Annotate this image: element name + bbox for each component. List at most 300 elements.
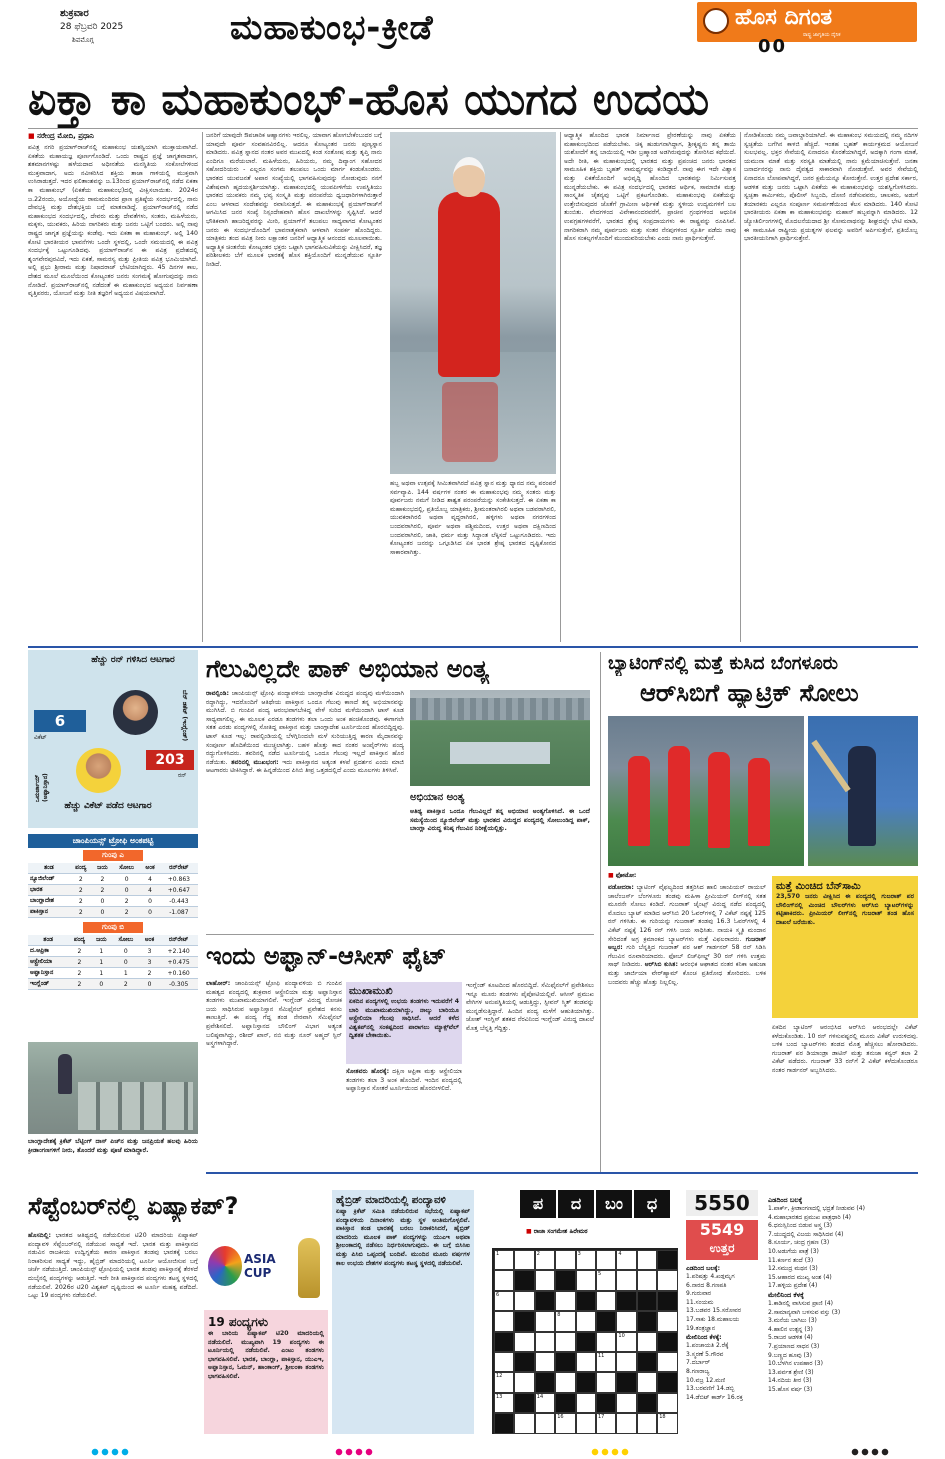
brand-logo-icon: [703, 8, 729, 34]
afg-vs-box: [346, 982, 462, 1064]
section-title: ಮಹಾಕುಂಭ-ಕ್ರೀಡೆ: [230, 8, 434, 48]
wickets-label: ವಿಕೆಟ್: [34, 734, 47, 741]
brand-tagline: ರಾಷ್ಟ್ರ ಜಾಗೃತಿಯ ದೈನಿಕ: [803, 32, 841, 38]
table-cell: 0: [113, 874, 140, 885]
crossword-block: [576, 1372, 596, 1392]
crossword-cell[interactable]: [657, 1393, 677, 1413]
table-header-cell: ಜಯ: [92, 863, 113, 874]
crossword-cell[interactable]: [494, 1270, 514, 1290]
crossword-number: 6: [496, 1291, 500, 1298]
list-item: 17.ಹಳ್ಳಿಯ ಪ್ರದೇಶ (4): [768, 1282, 818, 1290]
byline-marker: ■: [28, 132, 38, 140]
crossword-cell[interactable]: [555, 1311, 575, 1331]
photo-credit-marker: ■: [608, 872, 616, 879]
list-item: 3.ಸ್ಮರಣೆ 5.ಗೌರವ: [686, 1350, 724, 1358]
lead-col-5: ನೋಡಿಕೊಂಡು ನಮ್ಮ ಜವಾಬ್ದಾರಿಯಾಗಿದೆ. ಈ ಮಹಾಕುಂಭ ಸಮಯದಲ್ಲಿ ನಮ್ಮ ನದಿಗಳ ಸ್ವಚ್ಛತೆಯ ಬಗೆಗಿನ ಕಾಳಜಿ ಹೆಚ್ಚಿದೆ. ಇಂತಹ ಬೃಹತ್ ಕಾರ್ಯಕ್ರಮದ ಆಯೋಜನೆ ಸುಲಭವಲ್ಲ. ಭಕ್ತರ ಸೇವೆಯಲ್ಲಿ ಏನಾದರೂ ಕೊರತೆಯಾಗಿದ್ದರೆ, ಅದಕ್ಕಾಗಿ ಗಂಗಾ ಮಾತೆ, ಯಮುನಾ ಮಾತೆ ಮತ್ತು ಸರಸ್ವತಿ ಮಾತೆಯಲ್ಲಿ ನಾನು ಕ್ಷಮೆಯಾಚಿಸುತ್ತೇನೆ. ಜನತಾ ಜನಾರ್ದನರನ್ನು ನಾನು ದೈವತ್ವದ ಸಾಕಾರವಾಗಿ ನೋಡುತ್ತೇನೆ. ಅವರ ಸೇವೆಯಲ್ಲಿ ಏನಾದರೂ ಲೋಪವಾಗಿದ್ದರೆ, ಜನರ ಕ್ಷಮೆಯನ್ನೂ ಕೋರುತ್ತೇನೆ. ಉತ್ತರ ಪ್ರದೇಶ ಸರ್ಕಾರ, ಆಡಳಿತ ಮತ್ತು ಜನರು ಒಟ್ಟಾಗಿ ಏಕತೆಯ ಈ ಮಹಾಕುಂಭವನ್ನು ಯಶಸ್ವಿಗೊಳಿಸಿದರು. ಸ್ವಚ್ಛತಾ ಕಾರ್ಮಿಕರು, ಪೊಲೀಸ್ ಸಿಬ್ಬಂದಿ, ದೋಣಿ ನಡೆಸುವವರು, ಚಾಲಕರು, ಅಡುಗೆ ತಯಾರಕರು ಎಲ್ಲರೂ ಸಂಪೂರ್ಣ ಸಮರ್ಪಣೆಯಿಂದ ಕೆಲಸ ಮಾಡಿದರು. 140 ಕೋಟಿ ಭಾರತೀಯರು ಏಕತಾ ಕಾ ಮಹಾಕುಂಭವನ್ನು ಮಹಾನ್ ಹಬ್ಬವನ್ನಾಗಿ ಮಾಡಿದರು. 12 ಜ್ಯೋತಿರ್ಲಿಂಗಗಳಲ್ಲಿ ಮೊದಲನೆಯದಾದ ಶ್ರೀ ಸೋಮನಾಥನನ್ನು ಶೀಘ್ರದಲ್ಲೇ ಭೇಟಿ ಮಾಡಿ, ಈ ಸಾಮೂಹಿಕ ರಾಷ್ಟ್ರೀಯ ಪ್ರಯತ್ನಗಳ ಫಲವನ್ನು ಅವರಿಗೆ ಅರ್ಪಿಸುತ್ತೇನೆ, ಪ್ರತಿಯೊಬ್ಬ ಭಾರತೀಯನಿಗಾಗಿ ಪ್ರಾರ್ಥಿಸುತ್ತೇನೆ.: [744, 132, 918, 243]
table-cell: -1.087: [160, 907, 198, 918]
table-row: [28, 957, 198, 968]
list-item: 10.ವಜ್ರ 12.ಮಣಿ: [686, 1376, 726, 1384]
group-b-label: ಗುಂಪು ಬಿ: [83, 922, 143, 933]
list-item: 19.ತಂತ್ರಜ್ಞಾನ: [686, 1324, 716, 1332]
brand-box: [697, 2, 917, 42]
rcb-body-2: ಏಕದಿನ ಬ್ಯಾಟಿಂಗ್ ಆರಂಭಿಸಿದ ಆರ್‌ಸಿಬಿ ಆರಂಭದಲ್ಲೇ ವಿಕೆಟ್ ಕಳೆದುಕೊಂಡಿತು. 10 ರನ್ ಗಳಿಸುವಷ್ಟರಲ್ಲಿ ಮೂರು ವಿಕೆಟ್ ಉರುಳಿದವು. ಬಳಿಕ ಬಂದ ಬ್ಯಾಟರ್‌ಗಳು ತಂಡದ ಮೊತ್ತ ಹೆಚ್ಚಿಸಲು ಹೋರಾಡಿದರು. ಗುಜರಾತ್ ಪರ ಡಿಯಾಂಡ್ರಾ ಡಾಟಿನ್ ಮತ್ತು ತನುಜಾ ಕನ್ವರ್ ತಲಾ 2 ವಿಕೆಟ್ ಪಡೆದರು. ಗುಜರಾತ್ 33 ರನ್‌ಗೆ 2 ವಿಕೆಟ್ ಕಳೆದುಕೊಂಡರೂ ನಂತರ ಗಾರ್ಡನರ್ ಅಬ್ಬರಿಸಿದರು.: [772, 1024, 918, 1074]
puzzle-title-letter: ದ: [558, 1190, 594, 1218]
rcb-place: ವಡೋದರಾ:: [608, 884, 634, 891]
answer-number: 5549: [699, 1220, 745, 1239]
list-item: 11.ಕರ್ಣನ ತಂದೆ (3): [768, 1256, 814, 1264]
crossword-number: 1: [496, 1251, 500, 1257]
clues-list: [768, 1196, 918, 1438]
crossword-cell[interactable]: [555, 1250, 575, 1270]
asia-hybrid-box: [332, 1190, 474, 1434]
photo-covers: [450, 742, 550, 764]
table-cell: 2: [113, 907, 140, 918]
lead-photo: [390, 132, 556, 474]
top-runs-title: ಹೆಚ್ಚು ರನ್ ಗಳಿಸಿದ ಆಟಗಾರ: [91, 655, 175, 665]
crossword-block: [535, 1291, 555, 1311]
pak-sub: ತವರಿನಲ್ಲಿ ಮುಖಭಂಗ:: [231, 758, 279, 766]
crossword-cell[interactable]: [514, 1413, 534, 1433]
crossword-block: [616, 1372, 636, 1392]
answers-across-title: ಎಡದಿಂದ ಬಲಕ್ಕೆ:: [686, 1265, 721, 1272]
crossword-cell[interactable]: [535, 1250, 555, 1270]
divider: [28, 128, 918, 129]
asia-body: [28, 1232, 198, 1432]
table-header-cell: ಜಯ: [91, 935, 112, 946]
table-header-cell: ಅಂಕ: [140, 863, 159, 874]
table-cell: 2: [70, 885, 92, 896]
table-row: [28, 896, 198, 907]
asia-place: ಹೊಸದಿಲ್ಲಿ:: [28, 1232, 51, 1239]
crossword-cell[interactable]: [494, 1393, 514, 1413]
list-item: 1.ಪಾರ್ಕ್, ಕ್ರೀಡಾಂಗಣದಲ್ಲಿ ಭದ್ರತೆ ನೀಡುವವ (4): [768, 1205, 865, 1212]
table-cell: 0: [91, 979, 112, 990]
col-rule: [740, 132, 741, 642]
col-rule: [560, 132, 561, 642]
page-number: 00: [758, 36, 788, 57]
wickets-badge: [34, 710, 86, 732]
masthead: [0, 0, 945, 55]
top-runs-player: ಬೆನ್ ಡಕೆಟ್ (ಇಂಗ್ಲೆಂಡ್): [181, 690, 188, 742]
table-cell: 1: [91, 968, 112, 979]
afg-col-3: ಇಂಗ್ಲೆಂಡ್ ಕೂಟದಿಂದ ಹೊರಬಿದ್ದಿದೆ. ಸೆಮಿಫೈನಲ್‌ಗೆ ಪ್ರವೇಶಿಸಲು ಇನ್ನೂ ಮೂರು ತಂಡಗಳು ಪೈಪೋಟಿಯಲ್ಲಿವೆ. ಆಸೀಸ್ ಪ್ರಮುಖ ವೇಗಿಗಳ ಅನುಪಸ್ಥಿತಿಯಲ್ಲಿ ಆಡುತ್ತಿದ್ದು, ಸ್ಟೀವನ್ ಸ್ಮಿತ್ ತಂಡವನ್ನು ಮುನ್ನಡೆಸುತ್ತಿದ್ದಾರೆ. ಹಿಂದಿನ ಪಂದ್ಯ ಮಳೆಗೆ ಆಹುತಿಯಾಗಿತ್ತು. ಜೋಶ್ ಇಂಗ್ಲಿಸ್ ಶತಕದ ನೆರವಿನಿಂದ ಇಂಗ್ಲೆಂಡ್ ವಿರುದ್ಧ ದಾಖಲೆ ಮೊತ್ತ ಬೆನ್ನತ್ತಿ ಗೆದ್ದಿತ್ತು.: [466, 982, 594, 1032]
crossword-cell[interactable]: [514, 1332, 534, 1352]
list-item: 9.ಬಣ್ಣದ ಹೂವು (3): [768, 1351, 812, 1359]
crossword-block: [555, 1393, 575, 1413]
crossword-cell[interactable]: [494, 1352, 514, 1372]
masthead-city: ಶಿವಮೊಗ್ಗ: [72, 36, 94, 44]
crossword-cell[interactable]: [576, 1393, 596, 1413]
crossword-cell[interactable]: [576, 1413, 596, 1433]
crossword-cell[interactable]: [637, 1372, 657, 1392]
crossword-cell[interactable]: [535, 1413, 555, 1433]
rcb-box-title: ಮತ್ತೆ ಮಿಂಚಿದ ಬೆನ್‌ಸಾಮಿ: [776, 881, 861, 892]
table-header-cell: ಸೋಲು: [113, 863, 140, 874]
table-cell: +0.647: [160, 885, 198, 896]
list-item: 6.ಧನುಸ್ಸಿನಿಂದ ಬಿಡುವ ಅಸ್ತ್ರ (3): [768, 1222, 833, 1230]
crossword-cell[interactable]: [596, 1352, 616, 1372]
crossword-block: [555, 1270, 575, 1290]
pak-place: ರಾವಲ್ಪಿಂಡಿ:: [206, 690, 229, 697]
afg-headline: ಇಂದು ಅಫ್ಘಾನ್-ಆಸೀಸ್ ಫೈಟ್: [206, 942, 447, 970]
runs-label: ರನ್: [178, 772, 187, 779]
puzzle-title-letter: ಧ: [634, 1190, 670, 1218]
rcb-headline-2: ಆರ್‌ಸಿಬಿಗೆ ಹ್ಯಾಟ್ರಿಕ್ ಸೋಲು: [640, 679, 859, 707]
list-item: 8.ಸೂರ್ಯ, ಚಂದ್ರ ಗ್ರಹಣ (3): [768, 1239, 830, 1247]
puzzle-title-letter: ಬಂ: [596, 1190, 632, 1218]
crossword-cell[interactable]: [555, 1413, 575, 1433]
section-divider: [206, 1172, 918, 1174]
list-item: 11.ಸಂಯಮ: [686, 1298, 714, 1306]
crossword-cell[interactable]: [616, 1413, 636, 1433]
table-header-row: [28, 863, 198, 874]
crossword-block: [576, 1332, 596, 1352]
table-cell: 4: [140, 874, 159, 885]
table-cell: 3: [140, 957, 160, 968]
rcb-sub-body: ಗುರಿ ಬೆನ್ನತ್ತಿದ ಗುಜರಾತ್ ಪರ ಆಶ್ ಗಾರ್ಡನರ್ 58 ರನ್ ಸಿಡಿಸಿ ಗೆಲುವಿನ ರೂವಾರಿಯಾದರು. ಫೋಬ್ ಲಿಚ್‌ಫೀಲ್ಡ್ 30 ರನ್ ಗಳಿಸಿ ಉತ್ತಮ ಸಾಥ್ ನೀಡಿದರು.: [608, 944, 766, 969]
crossword-cell[interactable]: [596, 1291, 616, 1311]
list-item: 10.ಬೆಳಗಿನ ಉಪಹಾರ (3): [768, 1360, 823, 1368]
answers-across: [686, 1273, 764, 1333]
table-header-cell: ರನ್‌ರೇಟ್: [159, 935, 198, 946]
table-row: [28, 946, 198, 957]
crossword-grid: [492, 1248, 678, 1434]
table-cell: +2.140: [159, 946, 198, 957]
stadium-photo: [28, 1042, 198, 1134]
crossword-number: 4: [618, 1251, 622, 1257]
list-item: 6.ನಾರದ 8.ಗಣಪತಿ: [686, 1281, 727, 1289]
crossword-block: [514, 1311, 534, 1331]
table-cell: 0: [140, 907, 159, 918]
crossword-cell[interactable]: [514, 1250, 534, 1270]
list-item: 17.ಸಾಕು 18.ಮಹಾಲಯ: [686, 1315, 740, 1323]
table-row: [28, 885, 198, 896]
crossword-block: [596, 1311, 616, 1331]
rcb-sub2: ಆರ್‌ಸಿಬಿ ಕುಸಿತ:: [644, 961, 678, 969]
table-cell: 2: [68, 968, 90, 979]
lead-headline: ಏಕ್ತಾ ಕಾ ಮಹಾಕುಂಭ್-ಹೊಸ ಯುಗದ ಉದಯ: [28, 74, 710, 125]
table-cell: 2: [92, 874, 113, 885]
list-item: 4.ಹಾಲಿನ ಉತ್ಪನ್ನ (3): [768, 1325, 813, 1333]
list-item: 2.ಸಾಮಾನ್ಯವಾಗಿ ಬಳಸುವ ವಸ್ತು (3): [768, 1308, 841, 1316]
crossword-number: 14: [536, 1393, 544, 1400]
rcb-highlight-box: [772, 876, 918, 1018]
table-header-cell: ಪಂದ್ಯ: [70, 863, 92, 874]
puzzle-credit-text: ರಾಜಾ ಸಂಗಮೇಶ ಹಿರೇಮಠ: [533, 1228, 588, 1235]
table-header-cell: ಅಂಕ: [140, 935, 160, 946]
rcb-photo-team: [608, 716, 804, 866]
crossword-block: [637, 1291, 657, 1311]
group-b-table: [28, 935, 198, 990]
crossword-number: 18: [659, 1414, 666, 1421]
wicket-player: ಒಮರ್ಜಾಯ್ (ಅಫ್ಘಾನಿಸ್ತಾನ): [34, 773, 49, 802]
crossword-number: 17: [598, 1414, 605, 1421]
crossword-block: [657, 1372, 677, 1392]
table-cell: 3: [140, 946, 160, 957]
afg-vs-body: ಏಕದಿನ ಪಂದ್ಯಗಳಲ್ಲಿ ಉಭಯ ತಂಡಗಳು ಇದುವರೆಗೆ 4 ಬಾರಿ ಮುಖಾಮುಖಿಯಾಗಿದ್ದು, ನಾಲ್ಕು ಬಾರಿಯೂ ಆಸ್ಟ್ರೇಲಿಯಾ ಗೆಲುವು ಸಾಧಿಸಿದೆ. ಆದರೆ ಕಳೆದ ವಿಶ್ವಕಪ್‌ನಲ್ಲಿ ಸಂಕಷ್ಟದಿಂದ ಪಾರಾಗಲು ಮ್ಯಾಕ್ಸ್‌ವೆಲ್ ದ್ವಿಶತಕ ಬೇಕಾಯಿತು.: [349, 998, 459, 1040]
player-photo-duckett: [113, 690, 158, 735]
crossword-block: [494, 1413, 514, 1433]
asia-cup-logo: [204, 1232, 328, 1308]
clues-down-title: ಮೇಲಿನಿಂದ ಕೆಳಕ್ಕೆ: [768, 1290, 804, 1299]
crossword-cell[interactable]: [637, 1332, 657, 1352]
pak-sub-body: ಇದು ಪಾಕಿಸ್ತಾನದ ಅತ್ಯಂತ ಕಳಪೆ ಪ್ರದರ್ಶನ ಎಂದು ಮಾಜಿ ಆಟಗಾರರು ಟೀಕಿಸಿದ್ದಾರೆ. ಈ ಹಿನ್ನಡೆಯಿಂದ ಪಿಸಿಬಿ ತೀವ್ರ ಒತ್ತಡದಲ್ಲಿದೆ ಎಂದು ಮೂಲಗಳು ತಿಳಿಸಿವೆ.: [206, 758, 404, 775]
photo-credit-label: ಫೋಟೋ:: [615, 872, 637, 879]
stats-panel: [28, 650, 198, 828]
table-cell: ಭಾರತ: [28, 885, 70, 896]
list-item: 15.ಹೊಸ ವರ್ಷ (3): [768, 1385, 813, 1393]
crossword-cell[interactable]: [576, 1352, 596, 1372]
crossword-cell[interactable]: [514, 1372, 534, 1392]
asia-headline: ಸೆಪ್ಟೆಂಬರ್‌ನಲ್ಲಿ ಏಷ್ಯಾಕಪ್?: [28, 1192, 239, 1220]
crossword-cell[interactable]: [494, 1311, 514, 1331]
asia-hybrid-body: ಏಷ್ಯಾ ಕ್ರಿಕೆಟ್ ಸಮಿತಿ ನಡೆಯಲಿರುವ ಸಭೆಯಲ್ಲಿ ಏಷ್ಯಾಕಪ್ ಪಂದ್ಯಾವಳಿಯ ದಿನಾಂಕಗಳು ಮತ್ತು ಸ್ಥಳ ಅಂತಿಮಗೊಳ್ಳಲಿವೆ. ಪಾಕಿಸ್ತಾನ ತಂಡ ಭಾರತಕ್ಕೆ ಬರಲು ನಿರಾಕರಿಸಿದರೆ, ಹೈಬ್ರಿಡ್ ಮಾದರಿಯ ಮೂಲಕ ಪಾಕ್ ಪಂದ್ಯಗಳನ್ನು ಯುಎಇ ಅಥವಾ ಶ್ರೀಲಂಕಾದಲ್ಲಿ ನಡೆಸಲು ನಿರ್ಧರಿಸಲಾಗುವುದು. ಈ ಬಗ್ಗೆ ಬಿಸಿಸಿಐ ಮತ್ತು ಪಿಸಿಬಿ ಒಪ್ಪಂದಕ್ಕೆ ಬಂದಿವೆ. ಮುಂದಿನ ಮೂರು ವರ್ಷಗಳ ಕಾಲ ಉಭಯ ದೇಶಗಳ ಪಂದ್ಯಗಳು ತಟಸ್ಥ ಸ್ಥಳದಲ್ಲಿ ನಡೆಯಲಿವೆ.: [336, 1208, 470, 1267]
crossword-cell[interactable]: [555, 1372, 575, 1392]
list-item: 8.ಗಣರಾಜ್ಯ: [686, 1367, 710, 1375]
crossword-cell[interactable]: [616, 1352, 636, 1372]
puzzle-number: 5550: [686, 1190, 758, 1216]
photo-bat: [811, 740, 850, 793]
table-cell: 0: [140, 896, 159, 907]
crossword-cell[interactable]: [616, 1270, 636, 1290]
pak-photo-desc: ಆತಿಥ್ಯ ಪಾಕಿಸ್ತಾನ ಒಂದೂ ಗೆಲುವಿಲ್ಲದೆ ತನ್ನ ಅಭಿಯಾನ ಅಂತ್ಯಗೊಳಿಸಿದೆ. ಈ ಒಂದೆ ಸಮಸ್ಯೆಯಿಂದ ನ್ಯೂಜಿಲೆಂಡ್ ಮತ್ತು ಭಾರತದ ವಿರುದ್ಧದ ಪಂದ್ಯದಲ್ಲಿ ಸೋಲುಂಡಿದ್ದ ಪಾಕ್, ಬಾಂಗ್ಲಾ ವಿರುದ್ಧ ಕನಿಷ್ಠ ಗೆಲುವಿನ ನಿರೀಕ್ಷೆಯಲ್ಲಿತ್ತು.: [410, 808, 590, 833]
photo-person: [58, 1054, 72, 1094]
crossword-block: [657, 1332, 677, 1352]
table-cell: -0.305: [159, 979, 198, 990]
credit-marker: ■: [526, 1228, 534, 1235]
crossword-cell[interactable]: [596, 1413, 616, 1433]
photo-player: [708, 752, 730, 848]
crossword-cell[interactable]: [616, 1311, 636, 1331]
table-row: [28, 907, 198, 918]
col-rule: [202, 132, 203, 642]
answers-down-title: ಮೇಲಿನಿಂದ ಕೆಳಕ್ಕೆ:: [686, 1334, 722, 1342]
masthead-date: 28 ಫೆಬ್ರವರಿ 2025: [60, 22, 124, 32]
crossword-number: 16: [557, 1414, 564, 1421]
table-cell: ಆಸ್ಟ್ರೇಲಿಯಾ: [28, 957, 68, 968]
puzzle-title-letter: ಪ: [520, 1190, 556, 1218]
crossword-cell[interactable]: [494, 1372, 514, 1392]
table-cell: ನ್ಯೂಜಿಲೆಂಡ್: [28, 874, 70, 885]
crossword-cell[interactable]: [576, 1270, 596, 1290]
table-header-cell: ತಂಡ: [28, 935, 68, 946]
table-cell: ಇಂಗ್ಲೆಂಡ್: [28, 979, 68, 990]
photo-figure-body: [438, 192, 500, 377]
rcb-sub: ಗುಜರಾತ್ ಅಬ್ಬರ:: [608, 935, 766, 952]
table-row: [28, 979, 198, 990]
crossword-cell[interactable]: [535, 1352, 555, 1372]
pak-stadium-photo: [410, 690, 590, 786]
crossword-block: [637, 1352, 657, 1372]
crossword-cell[interactable]: [514, 1291, 534, 1311]
reg-dots: [850, 1448, 890, 1456]
afg-vs-title: ಮುಖಾಮುಖಿ: [349, 986, 393, 997]
afg-place: ಲಾಹೋರ್:: [206, 980, 231, 987]
crossword-cell[interactable]: [596, 1250, 616, 1270]
crossword-cell[interactable]: [576, 1311, 596, 1331]
crossword-cell[interactable]: [535, 1332, 555, 1352]
stadium-caption: ಬಾಂಗ್ಲಾದೇಶಕ್ಕೆ ಕ್ರಿಕೆಟ್ ಬೆಟ್ಟಿಂಗ್ ದಾಸ್ ಪಿಚ್‌ನ ಮತ್ತು ಜನಪ್ರಿಯತೆ ಹಲವು ಹಿರಿಯ ಕ್ರೀಡಾಂಗಣಗಳಿಗೆ ನೀರು, ತೊಂದರೆ ಮತ್ತು ಪೂಜೆ ಮಾಡಿದ್ದಾರೆ.: [28, 1138, 198, 1154]
crossword-cell[interactable]: [494, 1291, 514, 1311]
rcb-sub2-body: ಆರಂಭಿಕ ಆಘಾತದ ನಂತರ ಕನಿಕಾ ಅಹುಜಾ ಮತ್ತು ಜಾರ್ಜಿಯಾ ವೇರ್‌ಹ್ಯಾಮ್ ಕೊಂಚ ಪ್ರತಿರೋಧ ತೋರಿದರು. ಬಳಿಕ ಬಂದವರು ಹೆಚ್ಚು ಹೊತ್ತು ನಿಲ್ಲಲಿಲ್ಲ.: [608, 961, 766, 986]
list-item: 3.ಮನೆಯ ಬಾಗಿಲು (3): [768, 1317, 817, 1325]
list-item: 7.ದರ್ಬಾರ್: [686, 1359, 711, 1367]
crossword-number: 8: [557, 1312, 561, 1319]
crossword-number: 12: [496, 1373, 503, 1380]
list-item: 14.ನದಿಯ ತೀರ (3): [768, 1377, 812, 1385]
table-cell: 2: [70, 907, 92, 918]
points-table-title: ಚಾಂಪಿಯನ್ಸ್ ಟ್ರೋಫಿ ಅಂಕಪಟ್ಟಿ: [28, 834, 198, 848]
table-cell: 0: [112, 957, 140, 968]
table-row: [28, 874, 198, 885]
asia-matches-box: [204, 1310, 328, 1434]
crossword-cell[interactable]: [657, 1413, 677, 1433]
crossword-block: [555, 1352, 575, 1372]
photo-player: [668, 746, 690, 846]
crossword-block: [514, 1393, 534, 1413]
list-item: 13.ಬರವಣಿಗೆ 14.ಡಬ್ಬಿ: [686, 1385, 735, 1393]
clues-across-title: ಎಡದಿಂದ ಬಲಕ್ಕೆ: [768, 1196, 803, 1204]
rcb-body-text: ಬ್ಯಾಟಿಂಗ್ ವೈಫಲ್ಯದಿಂದ ತತ್ತರಿಸಿದ ಹಾಲಿ ಚಾಂಪಿಯನ್ ರಾಯಲ್ ಚಾಲೆಂಜರ್ಸ್ ಬೆಂಗಳೂರು ತಂಡವು ಮಹಿಳಾ ಪ್ರೀಮಿಯರ್ ಲೀಗ್‌ನಲ್ಲಿ ಸತತ ಮೂರನೇ ಸೋಲು ಕಂಡಿದೆ. ಗುಜರಾತ್ ಜೈಂಟ್ಸ್ ವಿರುದ್ಧ ನಡೆದ ಪಂದ್ಯದಲ್ಲಿ ಮೊದಲು ಬ್ಯಾಟ್ ಮಾಡಿದ ಆರ್‌ಸಿಬಿ 20 ಓವರ್‌ಗಳಲ್ಲಿ 7 ವಿಕೆಟ್ ನಷ್ಟಕ್ಕೆ 125 ರನ್ ಗಳಿಸಿತು. ಈ ಗುರಿಯನ್ನು ಗುಜರಾತ್ ತಂಡವು 16.3 ಓವರ್‌ಗಳಲ್ಲಿ 4 ವಿಕೆಟ್ ನಷ್ಟಕ್ಕೆ 126 ರನ್ ಗಳಿಸಿ ಜಯ ಸಾಧಿಸಿತು. ನಾಯಕಿ ಸ್ಮೃತಿ ಮಂದಾನ ಸೇರಿದಂತೆ ಅಗ್ರ ಕ್ರಮಾಂಕದ ಬ್ಯಾಟರ್‌ಗಳು ಮತ್ತೆ ವಿಫಲರಾದರು.: [608, 884, 766, 943]
table-row: [28, 968, 198, 979]
table-cell: +0.475: [159, 957, 198, 968]
points-table-panel: [28, 834, 198, 1038]
byline-text: ನರೇಂದ್ರ ಮೋದಿ, ಪ್ರಧಾನಿ: [37, 132, 94, 140]
table-cell: 2: [68, 946, 90, 957]
afg-body-text: ಚಾಂಪಿಯನ್ಸ್ ಟ್ರೋಫಿ ಪಂದ್ಯಾವಳಿಯ ಬಿ ಗುಂಪಿನ ಮಹತ್ವದ ಪಂದ್ಯದಲ್ಲಿ ಶುಕ್ರವಾರ ಆಸ್ಟ್ರೇಲಿಯಾ ಮತ್ತು ಅಫ್ಘಾನಿಸ್ತಾನ ತಂಡಗಳು ಮುಖಾಮುಖಿಯಾಗಲಿವೆ. ಇಂಗ್ಲೆಂಡ್ ವಿರುದ್ಧ ರೋಚಕ ಜಯ ಸಾಧಿಸಿರುವ ಅಫ್ಘಾನಿಸ್ತಾನ ಸೆಮಿಫೈನಲ್ ಪ್ರವೇಶದ ಕನಸು ಕಾಣುತ್ತಿದೆ. ಈ ಪಂದ್ಯ ಗೆದ್ದ ತಂಡ ನೇರವಾಗಿ ಸೆಮಿಫೈನಲ್ ಪ್ರವೇಶಿಸಲಿದೆ. ಅಫ್ಘಾನಿಸ್ತಾನದ ಬೌಲಿಂಗ್ ವಿಭಾಗ ಅತ್ಯಂತ ಬಲಿಷ್ಠವಾಗಿದ್ದು, ರಶೀದ್ ಖಾನ್, ನಬಿ ಮತ್ತು ನೂರ್ ಅಹ್ಮದ್ ಸ್ಪಿನ್ ಅಸ್ತ್ರಗಳಾಗಿದ್ದಾರೆ.: [206, 980, 342, 1048]
puzzle-credit: [526, 1228, 588, 1236]
crossword-cell[interactable]: [555, 1291, 575, 1311]
list-item: 10.ಅಡುಗೆಯ ಪಾತ್ರೆ (3): [768, 1247, 819, 1255]
crossword-cell[interactable]: [637, 1250, 657, 1270]
crossword-block: [616, 1291, 636, 1311]
photo-reflection-red: [442, 382, 498, 462]
crossword-cell[interactable]: [616, 1332, 636, 1352]
table-cell: 2: [68, 979, 90, 990]
crossword-cell[interactable]: [616, 1393, 636, 1413]
trophy-icon: [298, 1238, 320, 1298]
crossword-cell[interactable]: [494, 1250, 514, 1270]
table-header-cell: ತಂಡ: [28, 863, 70, 874]
table-cell: 0: [113, 885, 140, 896]
masthead-day: ಶುಕ್ರವಾರ: [60, 8, 89, 19]
lead-byline: [28, 132, 94, 141]
list-item: 12.ಸಮುದ್ರ ಮಥನ (3): [768, 1265, 818, 1273]
lead-col-1: ಪವಿತ್ರ ನಗರಿ ಪ್ರಯಾಗ್‌ರಾಜ್‌ನಲ್ಲಿ ಮಹಾಕುಂಭ ಯಶಸ್ವಿಯಾಗಿ ಮುಕ್ತಾಯವಾಗಿದೆ. ಏಕತೆಯ ಮಹಾಯಜ್ಞ ಪೂರ್ಣಗೊಂಡಿದೆ. ಒಂದು ರಾಷ್ಟ್ರದ ಪ್ರಜ್ಞೆ ಜಾಗೃತವಾದಾಗ, ಶತಮಾನಗಳಷ್ಟು ಹಳೆಯದಾದ ಅಧೀನತೆಯ ಮನಸ್ಥಿತಿಯ ಸಂಕೋಲೆಗಳಿಂದ ಮುಕ್ತವಾದಾಗ, ಅದು ನವೀಕರಿಸಿದ ಶಕ್ತಿಯ ತಾಜಾ ಗಾಳಿಯಲ್ಲಿ ಮುಕ್ತವಾಗಿ ಉಸಿರಾಡುತ್ತದೆ. ಇದರ ಫಲಿತಾಂಶವನ್ನು ಜ.13ರಿಂದ ಪ್ರಯಾಗ್‌ರಾಜ್‌ನಲ್ಲಿ ನಡೆದ ಏಕತಾ ಕಾ ಮಹಾಕುಂಭ್‌ (ಏಕತೆಯ ಮಹಾಕುಂಭ)ದಲ್ಲಿ ವೀಕ್ಷಿಸಲಾಯಿತು. 2024ರ ಜ.22ರಂದು, ಅಯೋಧ್ಯೆಯ ರಾಮಮಂದಿರದ ಪ್ರಾಣ ಪ್ರತಿಷ್ಠೆಯ ಸಂದರ್ಭದಲ್ಲಿ, ನಾನು ದೇವಭಕ್ತಿ ಮತ್ತು ದೇಶಭಕ್ತಿಯ ಬಗ್ಗೆ ಮಾತನಾಡಿದ್ದೆ. ಪ್ರಯಾಗ್‌ರಾಜ್‌ನಲ್ಲಿ ನಡೆದ ಮಹಾಕುಂಭದ ಸಂದರ್ಭದಲ್ಲಿ, ದೇವರು ಮತ್ತು ದೇವತೆಗಳು, ಸಂತರು, ಮಹಿಳೆಯರು, ಮಕ್ಕಳು, ಯುವಕರು, ಹಿರಿಯ ನಾಗರಿಕರು ಮತ್ತು ಜನರು ಒಟ್ಟಿಗೆ ಬಂದರು. ಅಲ್ಲಿ ನಾವು ರಾಷ್ಟ್ರದ ಜಾಗೃತ ಪ್ರಜ್ಞೆಯನ್ನು ಕಂಡೆವು. ಇದು ಏಕತಾ ಕಾ ಮಹಾಕುಂಭ್‌. ಅಲ್ಲಿ 140 ಕೋಟಿ ಭಾರತೀಯರ ಭಾವನೆಗಳು ಒಂದೇ ಸ್ಥಳದಲ್ಲಿ, ಒಂದೇ ಸಮಯದಲ್ಲಿ ಈ ಪವಿತ್ರ ಸಂದರ್ಭಕ್ಕೆ ಒಟ್ಟುಗೂಡಿದವು. ಪ್ರಯಾಗ್‌ರಾಜ್‌ನ ಈ ಪವಿತ್ರ ಪ್ರದೇಶದಲ್ಲಿ ಶೃಂಗವೇರಪುರವಿದೆ, ಇದು ಏಕತೆ, ಸಾಮರಸ್ಯ ಮತ್ತು ಪ್ರೀತಿಯ ಪವಿತ್ರ ಭೂಮಿಯಾಗಿದೆ. ಅಲ್ಲಿ ಪ್ರಭು ಶ್ರೀರಾಮ ಮತ್ತು ನಿಷಾದರಾಜ್ ಭೇಟಿಯಾಗಿದ್ದರು. 45 ದಿನಗಳ ಕಾಲ, ದೇಶದ ಮೂಲೆ ಮೂಲೆಯಿಂದ ಕೋಟ್ಯಂತರ ಜನರು ಸಂಗಮಕ್ಕೆ ಹೋಗುವುದನ್ನು ನಾನು ನೋಡಿದೆ. ಪ್ರಯಾಗ್‌ರಾಜ್‌ನಲ್ಲಿ ನಡೆದಂತೆ ಈ ಮಹಾಕುಂಭದ ಅಧ್ಯಯನ ನಿರ್ವಹಣಾ ವೃತ್ತಿಪರರು, ಯೋಜನೆ ಮತ್ತು ನೀತಿ ತಜ್ಞರಿಗೆ ಅಧ್ಯಯನ ವಿಷಯವಾಗಿದೆ.: [28, 144, 198, 298]
table-header-cell: ಪಂದ್ಯ: [68, 935, 90, 946]
crossword-cell[interactable]: [535, 1311, 555, 1331]
crossword-cell[interactable]: [657, 1270, 677, 1290]
crossword-cell[interactable]: [637, 1413, 657, 1433]
crossword-block: [657, 1291, 677, 1311]
list-item: 14.ಡೆಬಿಟ್ ಕಾರ್ಡ್ 16.ರಕ್ತ: [686, 1393, 743, 1401]
photo-player: [628, 756, 650, 846]
photo-stands: [410, 698, 590, 720]
reg-dots: [334, 1448, 374, 1456]
answer-label: ಉತ್ತರ: [709, 1241, 735, 1255]
list-item: 5.ರಾಜರ ಆಡಳಿತ (4): [768, 1334, 813, 1342]
pak-headline: ಗೆಲುವಿಲ್ಲದೇ ಪಾಕ್ ಅಭಿಯಾನ ಅಂತ್ಯ: [206, 655, 490, 683]
crossword-cell[interactable]: [535, 1393, 555, 1413]
afg-body: [206, 980, 342, 1168]
afg-sub-body: ದಕ್ಷಿಣ ಆಫ್ರಿಕಾ ಮತ್ತು ಆಸ್ಟ್ರೇಲಿಯಾ ತಂಡಗಳು ತಲಾ 3 ಅಂಕ ಹೊಂದಿವೆ. ಇಂದಿನ ಪಂದ್ಯದಲ್ಲಿ ಅಫ್ಘಾನಿಸ್ತಾನ ಸೋತರೆ ಟೂರ್ನಿಯಿಂದ ಹೊರಬೀಳಲಿದೆ.: [346, 1068, 462, 1093]
crossword-block: [657, 1250, 677, 1270]
table-cell: 0: [112, 946, 140, 957]
table-cell: ದ.ಆಫ್ರಿಕಾ: [28, 946, 68, 957]
crossword-cell[interactable]: [555, 1332, 575, 1352]
crossword-cell[interactable]: [596, 1270, 616, 1290]
rcb-photo-batter: [808, 716, 918, 866]
crossword-number: 2: [536, 1251, 540, 1257]
table-cell: 1: [112, 968, 140, 979]
rcb-body: [608, 884, 766, 1168]
list-item: 15.ಆಹಾರದ ಮುಖ್ಯ ಅಂಶ (4): [768, 1273, 832, 1281]
table-cell: 2: [68, 957, 90, 968]
lead-col-2: ಜನರಿಗೆ ಯಾವುದೇ ಔಪಚಾರಿಕ ಆಹ್ವಾನಗಳು ಇರಲಿಲ್ಲ. ಯಾವಾಗ ಹೋಗಬೇಕೆಂಬುದರ ಬಗ್ಗೆ ಯಾವುದೇ ಪೂರ್ವ ಸಂವಹನವಿರಲಿಲ್ಲ. ಆದರೂ ಕೋಟ್ಯಂತರ ಜನರು ಪುಣ್ಯಸ್ನಾನ ಮಾಡಿದರು. ಪವಿತ್ರ ಸ್ನಾನದ ನಂತರ ಅವರ ಮುಖದಲ್ಲಿ ಕಂಡ ಸಂತೋಷ ಮತ್ತು ತೃಪ್ತಿ ನಾನು ಎಂದಿಗೂ ಮರೆಯಲಾರೆ. ಮಹಿಳೆಯರು, ಹಿರಿಯರು, ನಮ್ಮ ದಿವ್ಯಾಂಗ ಸಹೋದರ ಸಹೋದರಿಯರು - ಎಲ್ಲರೂ ಸಂಗಮ ತಲುಪಲು ಒಂದು ಮಾರ್ಗ ಕಂಡುಕೊಂಡರು. ಭಾರತದ ಯುವಜನತೆ ಅಪಾರ ಸಂಖ್ಯೆಯಲ್ಲಿ ಭಾಗವಹಿಸುವುದನ್ನು ನೋಡುವುದು ನನಗೆ ವಿಶೇಷವಾಗಿ ಹೃದಯಸ್ಪರ್ಶಿಯಾಗಿತ್ತು. ಮಹಾಕುಂಭದಲ್ಲಿ ಯುವಪೀಳಿಗೆಯ ಉಪಸ್ಥಿತಿಯು ಭಾರತದ ಯುವಕರು ನಮ್ಮ ಭವ್ಯ ಸಂಸ್ಕೃತಿ ಮತ್ತು ಪರಂಪರೆಯ ಧ್ವಜಧಾರಿಗಳಾಗಿರುತ್ತಾರೆ ಎಂಬ ಆಳವಾದ ಸಂದೇಶವನ್ನು ರವಾನಿಸುತ್ತದೆ. ಈ ಮಹಾಕುಂಭಕ್ಕೆ ಪ್ರಯಾಗ್‌ರಾಜ್‌ಗೆ ಆಗಮಿಸಿದ ಜನರ ಸಂಖ್ಯೆ ನಿಸ್ಸಂದೇಹವಾಗಿ ಹೊಸ ದಾಖಲೆಗಳನ್ನು ಸೃಷ್ಟಿಸಿದೆ. ಆದರೆ ಭೌತಿಕವಾಗಿ ಹಾಜರಿದ್ದವರನ್ನು ಮೀರಿ, ಪ್ರಯಾಗ್‌ಗೆ ತಲುಪಲು ಸಾಧ್ಯವಾಗದ ಕೋಟ್ಯಂತರ ಜನರು ಈ ಸಂದರ್ಭದೊಂದಿಗೆ ಭಾವನಾತ್ಮಕವಾಗಿ ಆಳವಾಗಿ ಸಂಪರ್ಕ ಹೊಂದಿದ್ದರು. ಯಾತ್ರಿಕರು ತಂದ ಪವಿತ್ರ ನೀರು ಲಕ್ಷಾಂತರ ಜನರಿಗೆ ಆಧ್ಯಾತ್ಮಿಕ ಆನಂದದ ಮೂಲವಾಯಿತು. ಅಧ್ಯಾತ್ಮಿಕ ಚಿಂತನೆಯ ಕೋಟ್ಯಂತರ ಭಕ್ತರು ಒಟ್ಟಾಗಿ ಭಾಗವಹಿಸುವಿಕೆಯನ್ನು ವೀಕ್ಷಿಸಿದರೆ, ತಜ್ಞ ಪರಿಶೀಲಕರು ಬೆಗೆ ಮೂಲಕ ಭಾರತಕ್ಕೆ ಹೊಸ ಶಕ್ತಿಯೊಂದಿಗೆ ಮುನ್ನಡೆಯುವ ಸ್ಪೂರ್ತಿ ನೀಡಿದೆ.: [206, 132, 382, 268]
crossword-cell[interactable]: [657, 1352, 677, 1372]
brand-name: ಹೊಸ ದಿಗಂತ: [735, 5, 833, 30]
table-header-row: [28, 935, 198, 946]
table-cell: +0.160: [159, 968, 198, 979]
afg-sub: [346, 1068, 462, 1168]
rcb-box-body: 23,570 ಜನರು ವೀಕ್ಷಿಸಿದ ಈ ಪಂದ್ಯದಲ್ಲಿ ಗುಜರಾತ್ ಪರ ಬೌಲಿಂಗ್‌ನಲ್ಲಿ ಮಿಂಚಿದ ಬೌಲರ್‌ಗಳು ಆರ್‌ಸಿಬಿ ಬ್ಯಾಟರ್‌ಗಳನ್ನು ಕಟ್ಟಿಹಾಕಿದರು. ಪ್ರೀಮಿಯರ್ ಲೀಗ್‌ನಲ್ಲಿ ಗುಜರಾತ್ ತಂಡ ಹೊಸ ದಾಖಲೆ ಬರೆಯಿತು.: [776, 893, 914, 926]
table-cell: 4: [140, 885, 159, 896]
table-header-cell: ಸೋಲು: [112, 935, 140, 946]
crossword-block: [596, 1393, 616, 1413]
print-registration-marks: [90, 1448, 870, 1456]
table-cell: 0: [92, 907, 113, 918]
runs-value: 203: [155, 752, 185, 768]
table-cell: -0.443: [160, 896, 198, 907]
crossword-cell[interactable]: [637, 1270, 657, 1290]
crossword-cell[interactable]: [535, 1270, 555, 1290]
crossword-cell[interactable]: [596, 1372, 616, 1392]
pak-photo-caption: ಅಭಿಯಾನ ಅಂತ್ಯ: [410, 792, 465, 803]
asia-hybrid-title: ಹೈಬ್ರಿಡ್ ಮಾದರಿಯಲ್ಲಿ ಪಂದ್ಯಾವಳಿ: [336, 1195, 446, 1206]
puzzle-title-letters: [520, 1190, 680, 1218]
table-cell: 2: [113, 896, 140, 907]
list-item: 1.ಪಂಚಾಯತಿ 2.ರೆಕ್ಕೆ: [686, 1342, 729, 1350]
crossword-number: 13: [496, 1393, 503, 1400]
table-cell: 2: [112, 979, 140, 990]
wickets-value: 6: [54, 712, 66, 730]
crossword-cell[interactable]: [596, 1332, 616, 1352]
crossword-number: 11: [598, 1353, 605, 1359]
crossword-block: [576, 1291, 596, 1311]
list-item: 13.ಬಡವರ 15.ಸರೋವರ: [686, 1307, 742, 1315]
crossword-block: [514, 1352, 534, 1372]
asia-matches-title: 19 ಪಂದ್ಯಗಳು: [208, 1315, 269, 1329]
table-cell: 2: [92, 885, 113, 896]
table-cell: 0: [140, 979, 160, 990]
section-divider: [28, 646, 918, 648]
lead-col-4: ಆಧ್ಯಾತ್ಮಿಕ ಹೊಂದಿದ ಭಾರತ ನಿರ್ಮಾಣದ ಪ್ರೇರಣೆಯನ್ನು ನಾವು ಏಕತೆಯ ಮಹಾಕುಂಭದಿಂದ ಪಡೆಯಬೇಕು. ಚಿಕ್ಕ ಹುಡುಗನಾಗಿದ್ದಾಗ, ಶ್ರೀಕೃಷ್ಣನು ತನ್ನ ತಾಯಿ ಯಶೋದೆಗೆ ತನ್ನ ಬಾಯಿಯಲ್ಲಿ ಇಡೀ ಬ್ರಹ್ಮಾಂಡ ಅಡಗಿರುವುದನ್ನು ತೋರಿಸಿದ ಕಥೆಯಿದೆ. ಅದೇ ರೀತಿ, ಈ ಮಹಾಕುಂಭದಲ್ಲಿ ಭಾರತದ ಮತ್ತು ಪ್ರಪಂಚದ ಜನರು ಭಾರತದ ಸಾಮೂಹಿಕ ಶಕ್ತಿಯ ಬೃಹತ್ ಸಾಮರ್ಥ್ಯವನ್ನು ಕಂಡಿದ್ದಾರೆ. ನಾವು ಈಗ ಇದೇ ವಿಶ್ವಾಸ ಮತ್ತು ಏಕತೆಯೊಂದಿಗೆ ಅಭಿವೃದ್ಧಿ ಹೊಂದಿದ ಭಾರತವನ್ನು ನಿರ್ಮಿಸುವತ್ತ ಮುನ್ನಡೆಯಬೇಕು. ಈ ಪವಿತ್ರ ಸಂದರ್ಭದಲ್ಲಿ ಭಾರತದ ಆರ್ಥಿಕ, ಸಾಮಾಜಿಕ ಮತ್ತು ಸಾಂಸ್ಕೃತಿಕ ಚೈತನ್ಯವು ಒಟ್ಟಿಗೆ ಪ್ರಕಟಗೊಂಡಿತು. ಮಹಾಕುಂಭವು ಏಕತೆಯನ್ನು ಉತ್ತೇಜಿಸುವುದರ ಜೊತೆಗೆ ಗ್ರಾಮೀಣ ಆರ್ಥಿಕತೆ ಮತ್ತು ಸ್ಥಳೀಯ ಉದ್ಯಮಗಳಿಗೆ ಬಲ ತುಂಬಿತು. ವೇದಗಳಿಂದ ವಿವೇಕಾನಂದರವರೆಗೆ, ಪ್ರಾಚೀನ ಗ್ರಂಥಗಳಿಂದ ಆಧುನಿಕ ಉಪಗ್ರಹಗಳವರೆಗೆ, ಭಾರತದ ಶ್ರೇಷ್ಠ ಸಂಪ್ರದಾಯಗಳು ಈ ರಾಷ್ಟ್ರವನ್ನು ರೂಪಿಸಿವೆ. ನಾಗರಿಕರಾಗಿ ನಮ್ಮ ಪೂರ್ವಜರು ಮತ್ತು ಸಂತರ ನೆನಪುಗಳಿಂದ ಸ್ಫೂರ್ತಿ ಪಡೆದು ನಾವು ಹೊಸ ಸಂಕಲ್ಪಗಳೊಂದಿಗೆ ಮುಂದುವರಿಯಬೇಕು ಎಂದು ನಾನು ಪ್ರಾರ್ಥಿಸುತ್ತೇನೆ.: [564, 132, 736, 243]
photo-batter: [848, 746, 876, 846]
crossword-cell[interactable]: [657, 1311, 677, 1331]
crossword-cell[interactable]: [616, 1250, 636, 1270]
puzzle-title: [520, 1190, 680, 1218]
crossword-block: [514, 1270, 534, 1290]
answers-down: [686, 1342, 764, 1402]
table-cell: 1: [91, 957, 112, 968]
crossword-block: [637, 1393, 657, 1413]
crossword-cell[interactable]: [576, 1250, 596, 1270]
asia-body-text: ಭಾರತದ ಆತಿಥ್ಯದಲ್ಲಿ ನಡೆಯಲಿರುವ ಟಿ20 ಮಾದರಿಯ ಏಷ್ಯಾಕಪ್ ಪಂದ್ಯಾವಳಿ ಸೆಪ್ಟೆಂಬರ್‌ನಲ್ಲಿ ನಡೆಯುವ ಸಾಧ್ಯತೆ ಇದೆ. ಭಾರತ ಮತ್ತು ಪಾಕಿಸ್ತಾನದ ನಡುವಿನ ರಾಜಕೀಯ ಉದ್ವಿಗ್ನತೆಯ ಕಾರಣ ಪಾಕಿಸ್ತಾನ ತಂಡವು ಭಾರತಕ್ಕೆ ಬರಲು ನಿರಾಕರಿಸುವ ಸಾಧ್ಯತೆ ಇದ್ದು, ಹೈಬ್ರಿಡ್ ಮಾದರಿಯಲ್ಲಿ ಟೂರ್ನಿ ಆಯೋಜಿಸುವ ಬಗ್ಗೆ ಚರ್ಚೆ ನಡೆಯುತ್ತಿದೆ. ಚಾಂಪಿಯನ್ಸ್ ಟ್ರೋಫಿಯಲ್ಲಿ ಭಾರತ ತಂಡವು ಪಾಕಿಸ್ತಾನಕ್ಕೆ ತೆರಳದೆ ದುಬೈನಲ್ಲಿ ಪಂದ್ಯಗಳನ್ನು ಆಡುತ್ತಿದೆ. ಇದೇ ರೀತಿ ಪಾಕಿಸ್ತಾನದ ಪಂದ್ಯಗಳು ತಟಸ್ಥ ಸ್ಥಳದಲ್ಲಿ ನಡೆಯಲಿವೆ. 2026ರ ಟಿ20 ವಿಶ್ವಕಪ್ ದೃಷ್ಟಿಯಿಂದ ಈ ಟೂರ್ನಿ ಮಹತ್ವ ಪಡೆದಿದೆ. ಒಟ್ಟು 19 ಪಂದ್ಯಗಳು ನಡೆಯಲಿವೆ.: [28, 1232, 198, 1300]
table-cell: ಪಾಕಿಸ್ತಾನ: [28, 907, 70, 918]
table-cell: 1: [91, 946, 112, 957]
group-a-label: ಗುಂಪು ಎ: [83, 850, 143, 861]
photo-figure-head: [453, 157, 485, 197]
